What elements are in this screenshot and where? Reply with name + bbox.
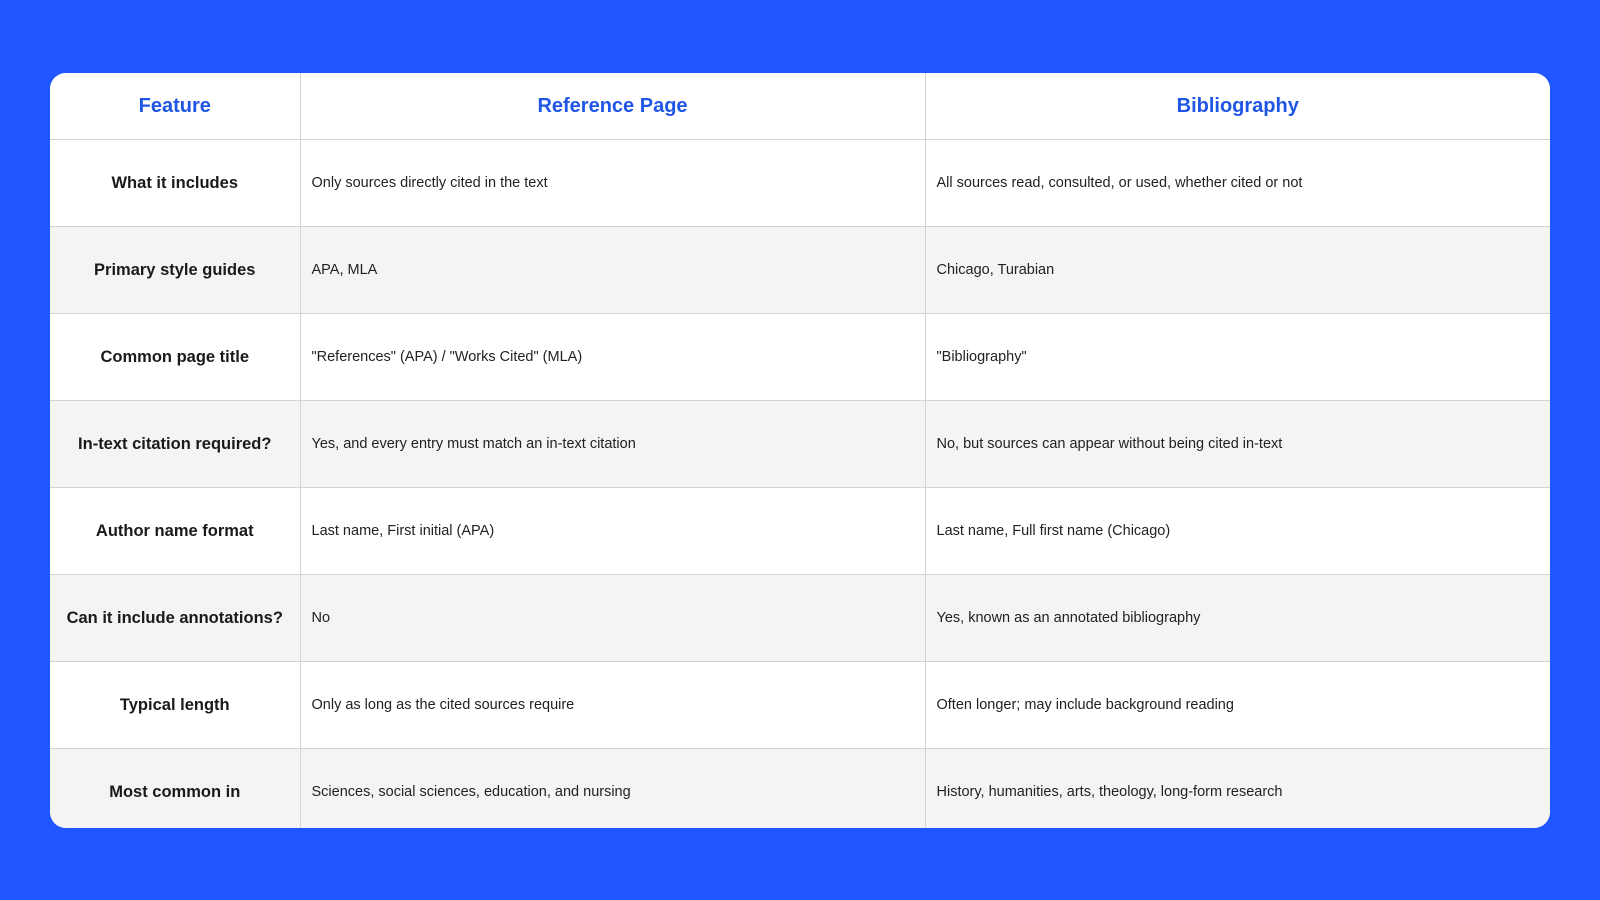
reference-cell: APA, MLA <box>300 227 925 314</box>
comparison-card <box>50 73 1550 828</box>
reference-cell: Sciences, social sciences, education, and nursing <box>300 749 925 829</box>
header-feature: Feature <box>50 73 300 140</box>
header-reference-page: Reference Page <box>300 73 925 140</box>
reference-cell: Yes, and every entry must match an in-text citation <box>300 401 925 488</box>
table-row <box>50 401 1550 488</box>
bibliography-cell: "Bibliography" <box>925 314 1550 401</box>
table-row <box>50 749 1550 829</box>
feature-cell: Most common in <box>50 749 300 829</box>
bibliography-cell: Often longer; may include background reading <box>925 662 1550 749</box>
feature-cell: What it includes <box>50 140 300 227</box>
feature-cell: Common page title <box>50 314 300 401</box>
reference-cell: Only as long as the cited sources require <box>300 662 925 749</box>
table-header-row <box>50 73 1550 140</box>
feature-cell: In-text citation required? <box>50 401 300 488</box>
feature-cell: Author name format <box>50 488 300 575</box>
bibliography-cell: All sources read, consulted, or used, whether cited or not <box>925 140 1550 227</box>
bibliography-cell: Chicago, Turabian <box>925 227 1550 314</box>
table-row <box>50 140 1550 227</box>
table-row <box>50 662 1550 749</box>
table-row <box>50 488 1550 575</box>
feature-cell: Primary style guides <box>50 227 300 314</box>
table-row <box>50 314 1550 401</box>
bibliography-cell: No, but sources can appear without being cited in-text <box>925 401 1550 488</box>
bibliography-cell: Last name, Full first name (Chicago) <box>925 488 1550 575</box>
bibliography-cell: Yes, known as an annotated bibliography <box>925 575 1550 662</box>
header-bibliography: Bibliography <box>925 73 1550 140</box>
feature-cell: Typical length <box>50 662 300 749</box>
reference-cell: Last name, First initial (APA) <box>300 488 925 575</box>
bibliography-cell: History, humanities, arts, theology, long-form research <box>925 749 1550 829</box>
feature-cell: Can it include annotations? <box>50 575 300 662</box>
comparison-table <box>50 73 1550 828</box>
reference-cell: "References" (APA) / "Works Cited" (MLA) <box>300 314 925 401</box>
table-row <box>50 575 1550 662</box>
reference-cell: Only sources directly cited in the text <box>300 140 925 227</box>
reference-cell: No <box>300 575 925 662</box>
table-row <box>50 227 1550 314</box>
